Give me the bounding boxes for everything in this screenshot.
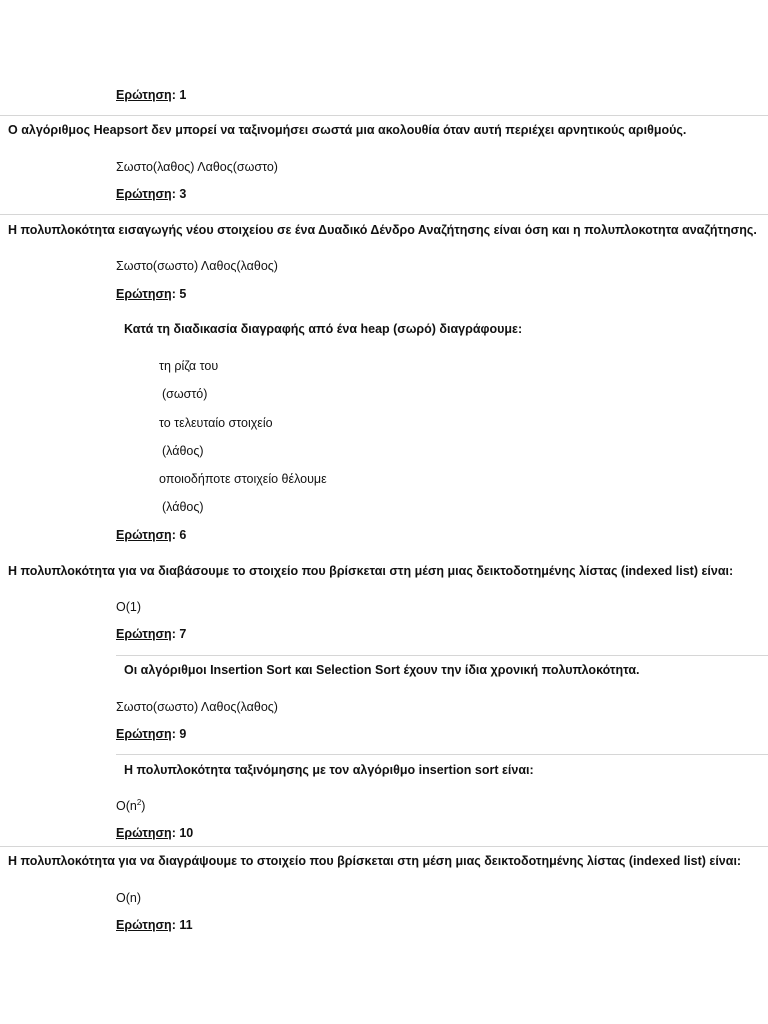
question-word: Ερώτηση [116, 627, 172, 641]
divider [116, 655, 768, 656]
question-number: : 11 [171, 918, 193, 932]
question-6-text: Η πολυπλοκότητα για να διαβάσουμε το στοιχείο που βρίσκεται στη μέση μιας δεικτοδοτημένης λίστας (indexed list) είναι: [8, 564, 734, 578]
question-9-answer [116, 799, 145, 813]
question-5-heading [116, 287, 186, 301]
divider [0, 214, 768, 215]
answer-base: O(n [116, 799, 137, 813]
question-word: Ερώτηση [116, 826, 172, 840]
option-mark: (σωστό) [162, 387, 208, 401]
question-word: Ερώτηση [116, 88, 172, 102]
answer-exponent: 2 [136, 797, 142, 807]
question-word: Ερώτηση [116, 918, 172, 932]
answer-end: ) [141, 799, 146, 813]
option-mark: (λάθος) [162, 444, 204, 458]
question-6-heading [116, 528, 186, 542]
divider [0, 115, 768, 116]
question-number: : 6 [171, 528, 187, 542]
question-7-heading [116, 627, 186, 641]
question-9-text: Η πολυπλοκότητα ταξινόμησης με τον αλγόριθμο insertion sort είναι: [124, 763, 534, 777]
question-5-text: Κατά τη διαδικασία διαγραφής από ένα heap (σωρό) διαγράφουμε: [124, 322, 523, 336]
question-word: Ερώτηση [116, 187, 172, 201]
question-6-answer: O(1) [116, 600, 141, 614]
question-1-heading [116, 88, 186, 102]
divider [0, 846, 768, 847]
question-3-answer: Σωστο(σωστο) Λαθος(λαθος) [116, 259, 278, 273]
question-number: : 7 [171, 627, 187, 641]
question-10-text: Η πολυπλοκότητα για να διαγράψουμε το στοιχείο που βρίσκεται στη μέση μιας δεικτοδοτημένης λίστας (indexed list) είναι: [8, 854, 742, 868]
question-10-heading [116, 826, 193, 840]
question-3-text: Η πολυπλοκότητα εισαγωγής νέου στοιχείου σε ένα Δυαδικό Δένδρο Αναζήτησης είναι όση και η πολυπλοκοτητα αναζήτησης. [8, 223, 757, 237]
question-3-heading [116, 187, 186, 201]
divider [116, 754, 768, 755]
question-number: : 10 [171, 826, 194, 840]
question-number: : 1 [171, 88, 187, 102]
question-word: Ερώτηση [116, 727, 172, 741]
question-1-text: Ο αλγόριθμος Heapsort δεν μπορεί να ταξινομήσει σωστά μια ακολουθία όταν αυτή περιέχει αρνητικούς αριθμούς. [8, 123, 687, 137]
option-label: οποιοδήποτε στοιχείο θέλουμε [159, 472, 327, 486]
option-label: τη ρίζα του [159, 359, 219, 373]
option-label: το τελευταίο στοιχείο [159, 416, 273, 430]
question-7-answer: Σωστο(σωστο) Λαθος(λαθος) [116, 700, 278, 714]
option-mark: (λάθος) [162, 500, 204, 514]
question-9-heading [116, 727, 186, 741]
question-1-answer: Σωστο(λαθος) Λαθος(σωστο) [116, 160, 278, 174]
question-7-text: Οι αλγόριθμοι Insertion Sort και Selection Sort έχουν την ίδια χρονική πολυπλοκότητα. [124, 663, 640, 677]
question-11-heading [116, 918, 193, 932]
question-word: Ερώτηση [116, 287, 172, 301]
question-number: : 3 [171, 187, 187, 201]
question-number: : 9 [171, 727, 187, 741]
question-word: Ερώτηση [116, 528, 172, 542]
question-number: : 5 [171, 287, 187, 301]
question-10-answer: O(n) [116, 891, 141, 905]
